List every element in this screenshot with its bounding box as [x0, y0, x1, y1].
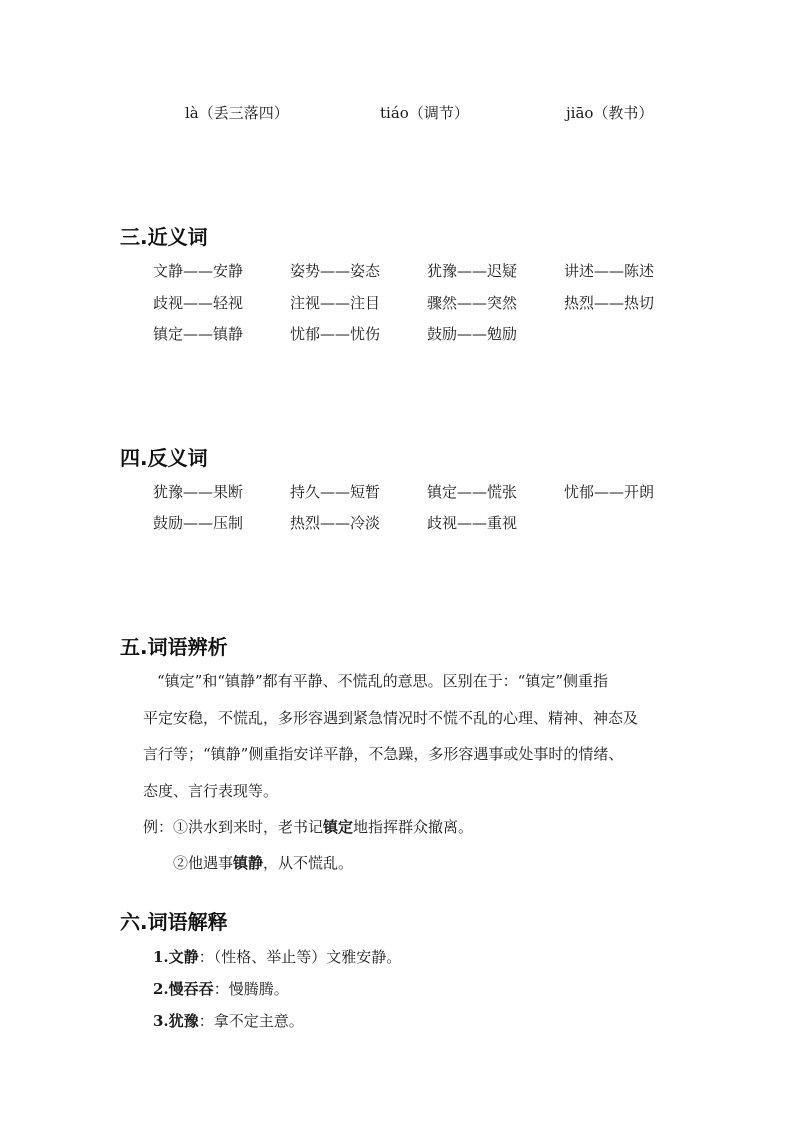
section-heading-explanations: 六.词语解释 — [120, 910, 228, 934]
explanation-item — [153, 1010, 304, 1031]
explanation-term: 犹豫 — [168, 1012, 199, 1030]
section-heading-analysis: 五.词语辨析 — [120, 635, 228, 659]
synonym-pair: 文静——安静 — [153, 262, 244, 280]
antonym-pair: 犹豫——果断 — [153, 483, 244, 501]
example-text: 地指挥群众撤离。 — [353, 818, 474, 836]
explanation-item — [153, 978, 289, 999]
antonym-pair: 持久——短暂 — [290, 483, 381, 501]
synonym-pair: 注视——注目 — [290, 294, 381, 312]
explanation-term: 慢吞吞 — [168, 980, 214, 998]
example-text: ，从不慌乱。 — [263, 854, 354, 872]
synonym-pair: 热烈——热切 — [564, 294, 655, 312]
example-line-2 — [173, 852, 353, 873]
antonym-pair: 忧郁——开朗 — [564, 483, 655, 501]
synonym-pair: 姿势——姿态 — [290, 262, 381, 280]
pinyin-item-tiao — [380, 102, 469, 123]
synonym-pair: 鼓励——勉励 — [427, 325, 518, 343]
antonym-pair: 歧视——重视 — [427, 514, 518, 532]
synonym-pair: 骤然——突然 — [427, 294, 518, 312]
explanation-definition: ：（性格、举止等）文雅安静。 — [198, 948, 402, 966]
synonym-pair: 歧视——轻视 — [153, 294, 244, 312]
analysis-line: 态度、言行表现等。 — [143, 782, 279, 800]
pinyin-reading: là — [185, 104, 199, 122]
example-label: 例： — [143, 818, 174, 836]
explanation-definition: ：慢腾腾。 — [213, 980, 289, 998]
example-text: ①洪水到来时，老书记 — [173, 818, 324, 836]
explanation-term: 文静 — [168, 948, 199, 966]
example-line-1 — [143, 816, 473, 837]
explanation-item — [153, 946, 401, 967]
synonym-pair: 镇定——镇静 — [153, 325, 244, 343]
explanation-number: 1. — [153, 948, 169, 966]
example-keyword: 镇定 — [323, 818, 354, 836]
example-text: ②他遇事 — [173, 854, 234, 872]
pinyin-item-la — [185, 102, 289, 123]
pinyin-word: （丢三落四） — [198, 104, 289, 122]
analysis-line: “镇定”和“镇静”都有平静、不慌乱的意思。区别在于：“镇定”侧重指 — [157, 672, 609, 690]
pinyin-word: （教书） — [593, 104, 654, 122]
explanation-definition: ：拿不定主意。 — [198, 1012, 304, 1030]
explanation-number: 3. — [153, 1012, 169, 1030]
section-heading-synonyms: 三.近义词 — [120, 225, 208, 249]
analysis-line: 平定安稳，不慌乱，多形容遇到紧急情况时不慌不乱的心理、精神、神态及 — [143, 709, 639, 727]
pinyin-reading: jiāo — [566, 104, 594, 122]
synonym-pair: 讲述——陈述 — [564, 262, 655, 280]
antonym-pair: 鼓励——压制 — [153, 514, 244, 532]
pinyin-word: （调节） — [408, 104, 469, 122]
synonym-pair: 犹豫——迟疑 — [427, 262, 518, 280]
example-keyword: 镇静 — [233, 854, 264, 872]
synonym-pair: 忧郁——忧伤 — [290, 325, 381, 343]
explanation-number: 2. — [153, 980, 169, 998]
pinyin-item-jiao — [566, 102, 653, 123]
antonym-pair: 热烈——冷淡 — [290, 514, 381, 532]
antonym-pair: 镇定——慌张 — [427, 483, 518, 501]
section-heading-antonyms: 四.反义词 — [120, 446, 208, 470]
pinyin-reading: tiáo — [380, 104, 409, 122]
analysis-line: 言行等；“镇静”侧重指安详平静，不急躁，多形容遇事或处事时的情绪、 — [143, 745, 624, 763]
